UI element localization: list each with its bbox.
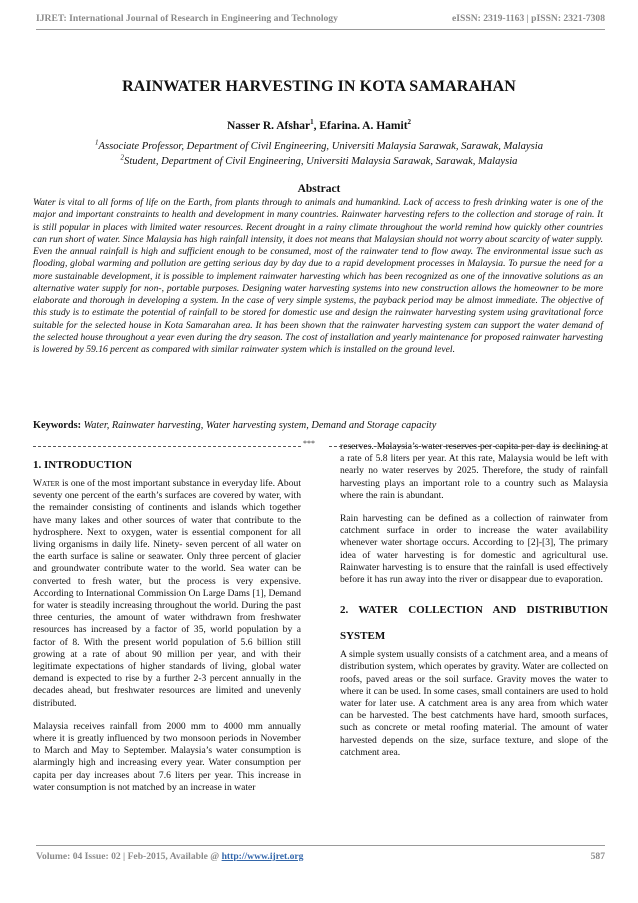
section-1-paragraph-1 (33, 478, 301, 710)
running-footer (36, 851, 605, 867)
author-1: Nasser R. Afshar (226, 120, 311, 132)
section-1-paragraph-3: reserves. Malaysia’s water reserves per capita per day is declining at a rate of 5.8 liters per year. At this rate, Malaysia would be left with nearly no water reserves by 2025. Therefore, the study of rainfall harvesting plays an important role to a country such as Malaysia where the rain is abundant. (340, 441, 608, 501)
footer-rule (36, 845, 605, 846)
page-number: 587 (590, 851, 605, 862)
abstract-body: Water is vital to all forms of life on the Earth, from plants through to animals and humankind. Lack of access to fresh drinking water is one of the major and important constraints to health and development in many countries. Rainwater harvesting refers to the collection and storage of rain. It is still popular in places with limited water resources. Recent drought in a rainy climate throughout the world remind how quickly other countries can run short of water. Since Malaysia has high rainfall intensity, it does not means that Malaysian should not worry about scarcity of water supply. Even the annual rainfall is high and sufficient enough to be consumed, most of the rainwater tend to flow away. The environmental issue such as flooding, global warming and pollution are getting serious day by day due to a rapid development processes in Malaysia. To pursue the need for a more sustainable development, it is possible to implement rainwater harvesting which has been recognized as one of the innovative solutions as an alternative water supply for non-, portable purposes. Designing water harvesting systems into new construction allows the homeowner to be more elaborate and thorough in developing a system. In the case of very simple systems, the payback period may be almost immediate. The objective of this study is to estimate the potential of rainfall to be stored for domestic use and design the rainwater harvesting system using gravitational force suitable for the selected house in Kota Samarahan area. It has been shown that the rainwater harvesting system can support the water demand of the selected house throughout a year even during the dry season. The cost of installation and yearly maintenance for proposed rainwater harvesting is lowered by 59.16 percent as compared with similar rainwater system which is installed on the ground level. (33, 197, 603, 355)
keywords (33, 420, 605, 431)
left-column (33, 459, 301, 805)
footer-volume-text: Volume: 04 Issue: 02 | Feb-2015, Available @ (36, 851, 222, 862)
journal-name: IJRET: International Journal of Research in Engineering and Technology (36, 13, 338, 24)
section-1-heading: 1. INTRODUCTION (33, 459, 133, 471)
affiliation-1-marker: 1 (94, 138, 99, 147)
paper-title: RAINWATER HARVESTING IN KOTA SAMARAHAN (122, 78, 516, 95)
abstract-heading: Abstract (297, 183, 341, 195)
affiliation-1-text: Associate Professor, Department of Civil Engineering, Universiti Malaysia Sarawak, Sarawak, Malaysia (98, 141, 543, 152)
journal-website-link[interactable]: http://www.ijret.org (221, 851, 304, 862)
section-1-paragraph-4: Rain harvesting can be defined as a collection of rainwater from catchment surface in order to increase the water availability whenever water shortage occurs. According to [2]-[3], The primary idea of water harvesting is for domestic and agricultural use. Rainwater harvesting is to ensure that the rainfall is used effectively before it has run away into the river or disappear due to evaporation. (340, 513, 608, 586)
section-1-paragraph-1-text: is one of the most important substance in everyday life. About seventy one percent of the earth’s surfaces are covered by water, with the remainder consisting of continents and islands which together have many lakes and other sources of water that contribute to the hydrosphere. Next to oxygen, water is essential component for all living organisms in daily life. Ninety- seven percent of all water on the earth surface is saline or seawater. Only three percent of glacier and groundwater contribute water to the world. Sea water can be converted to fresh water, but the process is very expensive. According to International Commission On Large Dams [1], Demand for water is steadily increasing throughout the world. During the past three centuries, the amount of water withdrawn from freshwater resources has increased by a factor of 35, world population by a factor of 8. With the present world population of 5.6 billion still growing at a rate of about 90 million per year, and with their legitimate expectations of higher standards of living, global water demand is expected to rise by a further 2-3 percent annually in the decades ahead, but freshwater resources are limited and unevenly distributed. (33, 478, 301, 709)
affiliation-1 (0, 138, 638, 152)
abstract (33, 197, 603, 356)
section-1-paragraph-2: Malaysia receives rainfall from 2000 mm to 4000 mm annually where it is greatly influenced by two monsoon periods in November to March and May to September. Malaysia’s water consumption is alarmingly high and increasing every year. Water consumption per capita per day increases about 7.6 liters per year. This increase in water consumption is not matched by an increase in water (33, 720, 301, 793)
keywords-label: Keywords: (33, 420, 82, 431)
affiliation-2 (0, 153, 638, 167)
issn: eISSN: 2319-1163 | pISSN: 2321-7308 (452, 13, 605, 24)
section-1-lead-word: Water (33, 478, 60, 489)
separator-dash-left (33, 446, 301, 447)
footer-volume (36, 851, 303, 862)
author-line (0, 120, 638, 132)
author-separator: , (313, 120, 320, 132)
author-2: Efarina. A. Hamit (319, 120, 408, 132)
author-2-marker: 2 (407, 118, 412, 127)
keywords-text: Water, Rainwater harvesting, Water harvesting system, Demand and Storage capacity (81, 420, 437, 431)
affiliation-2-marker: 2 (120, 153, 125, 162)
section-2-paragraph-1: A simple system usually consists of a catchment area, and a means of distribution system, which operates by gravity. Water are collected on roofs, paved areas or the soil surface. Gravity moves the water to where it can be used. In some cases, small containers are used to hold water for later use. A catchment area is any area from which water can be harvested. The best catchments have hard, smooth surfaces, such as concrete or metal roofing material. The amount of water harvested depends on the size, surface texture, and slope of the catchment area. (340, 649, 608, 758)
right-column (340, 441, 608, 770)
separator-stars: *** (303, 439, 315, 448)
section-2-heading: 2. WATER COLLECTION AND DISTRIBUTION SYSTEM (340, 604, 608, 643)
affiliation-2-text: Student, Department of Civil Engineering, Universiti Malaysia Sarawak, Sarawak, Malaysia (124, 156, 518, 167)
author-1-marker: 1 (310, 118, 314, 127)
header-rule (36, 29, 605, 30)
